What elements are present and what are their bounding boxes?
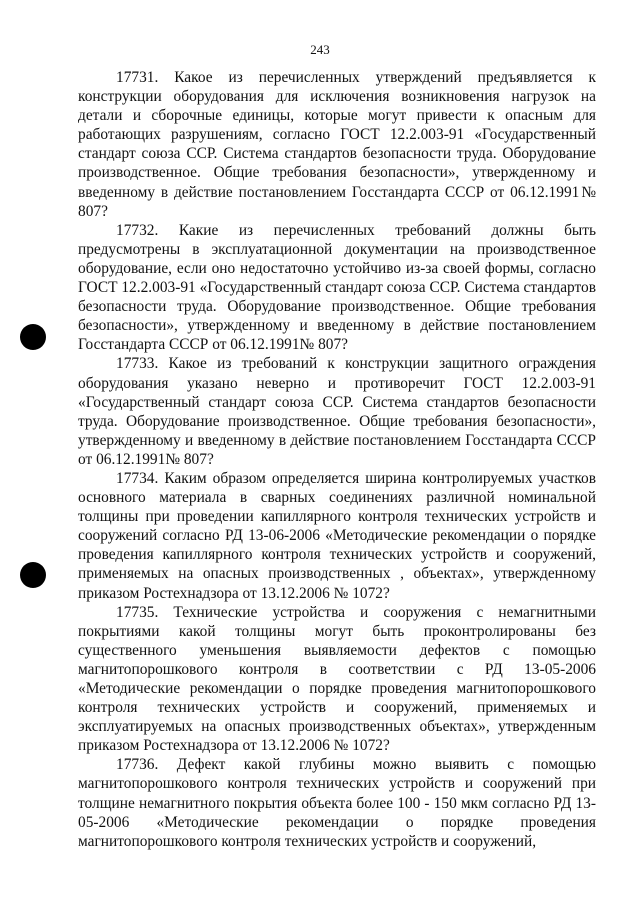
question-17735: 17735. Технические устройства и сооружения с немагнитными покрытиями какой толщины могут быть проконтролированы без существенного уменьшения выявляемости дефектов с помощью магнитопорошкового контроля в соответствии с РД 13-05-2006 «Методические рекомендации о порядке проведения магнитопорошкового контроля технических устройств и сооружений, применяемых и эксплуатируемых на опасных производственных объектах», утвержденным приказом Ростехнадзора от 13.12.2006 № 1072? xyxy=(78,603,596,755)
question-17734: 17734. Каким образом определяется ширина контролируемых участков основного материала в сварных соединениях различной номинальной толщины при проведении капиллярного контроля технических устройств и сооружений согласно РД 13-06-2006 «Методические рекомендации о порядке проведения капиллярного контроля технических устройств и сооружений, применяемых на опасных производственных , объектах», утвержденному приказом Ростехнадзора от 13.12.2006 № 1072? xyxy=(78,469,596,602)
punch-hole-mark xyxy=(20,562,46,588)
page-number: 243 xyxy=(310,42,330,57)
punch-hole-mark xyxy=(20,324,46,350)
document-body xyxy=(78,68,596,851)
question-17732: 17732. Какие из перечисленных требований должны быть предусмотрены в эксплуатационной документации на производственное оборудование, если оно недостаточно устойчиво из-за своей формы, согласно ГОСТ 12.2.003-91 «Государственный стандарт союза ССР. Система стандартов безопасности труда. Оборудование производственное. Общие требования безопасности», утвержденному и введенному в действие постановлением Госстандарта СССР от 06.12.1991№ 807? xyxy=(78,221,596,354)
question-17731: 17731. Какое из перечисленных утверждений предъявляется к конструкции оборудования для исключения возникновения нагрузок на детали и сборочные единицы, которые могут привести к опасным для работающих разрушениям, согласно ГОСТ 12.2.003-91 «Государственный стандарт союза ССР. Система стандартов безопасности труда. Оборудование производственное. Общие требования безопасности», утвержденному и введенному в действие постановлением Госстандарта СССР от 06.12.1991№ 807? xyxy=(78,69,596,220)
question-17736: 17736. Дефект какой глубины можно выявить с помощью магнитопорошкового контроля технических устройств и сооружений при толщине немагнитного покрытия объекта более 100 - 150 мкм согласно РД 13-05-2006 «Методические рекомендации о порядке проведения магнитопорошкового контроля технических устройств и сооружений, xyxy=(78,756,596,850)
question-17733: 17733. Какое из требований к конструкции защитного ограждения оборудования указано неверно и противоречит ГОСТ 12.2.003-91 «Государственный стандарт союза ССР. Система стандартов безопасности труда. Оборудование производственное. Общие требования безопасности», утвержденному и введенному в действие постановлением Госстандарта СССР от 06.12.1991№ 807? xyxy=(78,355,596,468)
